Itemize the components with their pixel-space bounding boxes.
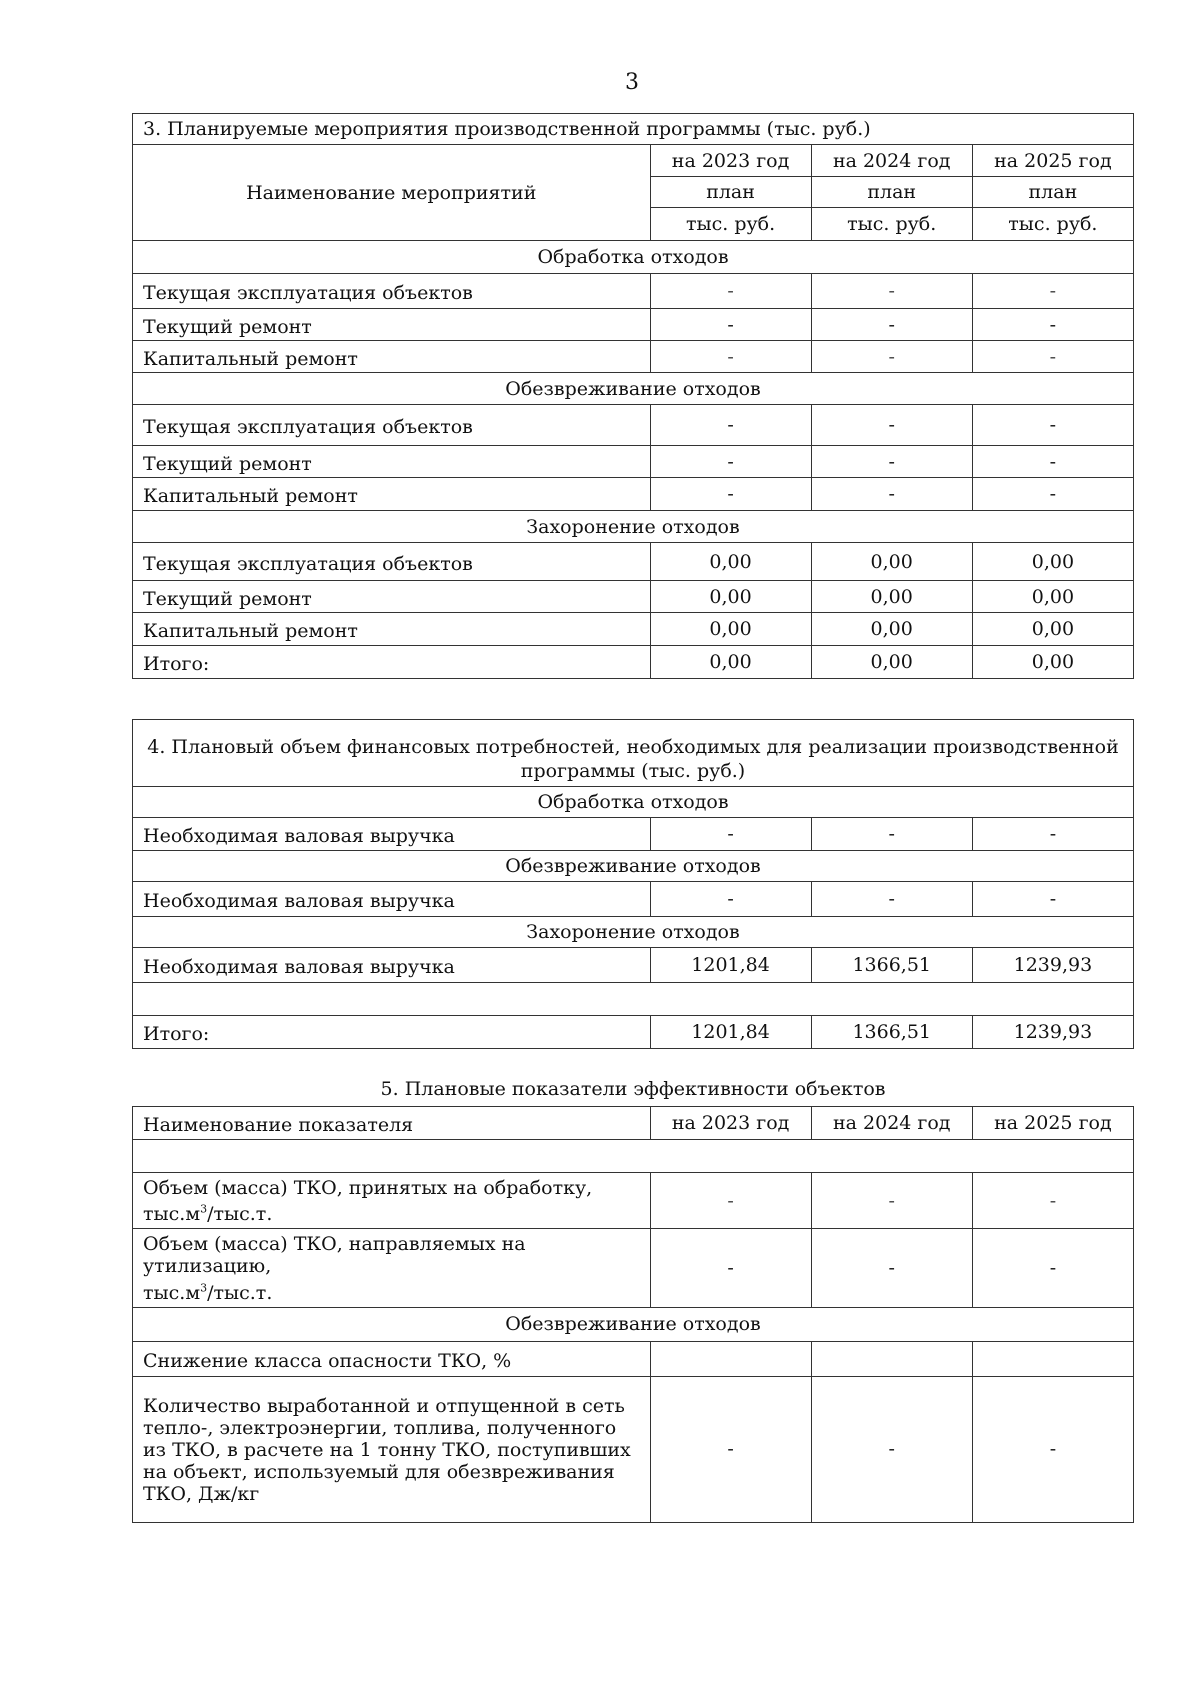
unit-header: тыс. руб. [811, 208, 972, 241]
row-name-text: Объем (масса) ТКО, направляемых на утилизацию, [143, 1233, 526, 1278]
total-value: 0,00 [811, 646, 972, 679]
cell-value: 0,00 [650, 613, 811, 646]
total-value: 0,00 [650, 646, 811, 679]
indicator-name-header: Наименование показателя [133, 1107, 651, 1140]
cell-value: - [972, 1229, 1133, 1307]
table-row [133, 1173, 1134, 1229]
cell-value: - [650, 478, 811, 511]
planned-activities-table [132, 113, 1134, 679]
row-unit: $тыс.м^3/тыс.т$. [143, 1281, 273, 1304]
row-name [133, 1173, 651, 1229]
cell-value: - [811, 1173, 972, 1229]
cell-value: - [650, 274, 811, 309]
plan-header: план [650, 177, 811, 208]
page-number: 3 [625, 70, 639, 95]
row-name: Текущий ремонт [133, 309, 651, 341]
table-row [133, 1376, 1134, 1522]
cell-value: - [650, 341, 811, 373]
cell-value: - [650, 1229, 811, 1307]
year-header: на 2024 год [811, 145, 972, 177]
plan-header: план [811, 177, 972, 208]
section5-title: 5. Плановые показатели эффективности объектов [380, 1078, 886, 1100]
total-label: Итого: [133, 646, 651, 679]
empty-row [133, 1140, 1134, 1173]
cell-value: 0,00 [811, 613, 972, 646]
row-name: Капитальный ремонт [133, 613, 651, 646]
table-row [133, 1229, 1134, 1307]
cell-value: - [972, 274, 1133, 309]
year-header: на 2025 год [972, 145, 1133, 177]
cell-value: 1239,93 [972, 948, 1133, 983]
cell-value: - [811, 446, 972, 478]
table-row [133, 405, 1134, 446]
row-name: Текущая эксплуатация объектов [133, 405, 651, 446]
group-title: Захоронение отходов [133, 511, 1134, 543]
cell-value: - [972, 446, 1133, 478]
table-row [133, 309, 1134, 341]
cell-value: - [811, 882, 972, 917]
row-name: Необходимая валовая выручка [133, 882, 651, 917]
row-name: Снижение класса опасности ТКО, % [133, 1341, 651, 1376]
table-row [133, 341, 1134, 373]
cell-value: 0,00 [650, 543, 811, 581]
cell-value: - [972, 309, 1133, 341]
cell-value: - [972, 1173, 1133, 1229]
table-row [133, 613, 1134, 646]
group-title: Обезвреживание отходов [133, 373, 1134, 405]
cell-value: - [972, 818, 1133, 851]
cell-value: - [972, 882, 1133, 917]
cell-value [972, 1341, 1133, 1376]
cell-value: - [811, 478, 972, 511]
total-value: 1239,93 [972, 1016, 1133, 1049]
year-header: на 2025 год [972, 1107, 1133, 1140]
cell-value: - [811, 818, 972, 851]
table-row [133, 543, 1134, 581]
group-title: Обработка отходов [133, 787, 1134, 818]
total-value: 0,00 [972, 646, 1133, 679]
row-name: Текущий ремонт [133, 446, 651, 478]
table-row [133, 446, 1134, 478]
efficiency-indicators-table [132, 1106, 1134, 1523]
cell-value: 1366,51 [811, 948, 972, 983]
unit-header: тыс. руб. [972, 208, 1133, 241]
cell-value: - [650, 1173, 811, 1229]
table-row [133, 1341, 1134, 1376]
activities-name-header: Наименование мероприятий [133, 145, 651, 241]
empty-row [133, 983, 1134, 1016]
year-header: на 2023 год [650, 1107, 811, 1140]
cell-value: - [811, 341, 972, 373]
row-name: Текущая эксплуатация объектов [133, 543, 651, 581]
cell-value: 0,00 [811, 581, 972, 613]
cell-value: 0,00 [972, 613, 1133, 646]
row-name: Текущая эксплуатация объектов [133, 274, 651, 309]
table-row [133, 581, 1134, 613]
row-name: Капитальный ремонт [133, 341, 651, 373]
row-name-text: Объем (масса) ТКО, принятых на обработку, [143, 1177, 593, 1199]
row-name: Необходимая валовая выручка [133, 948, 651, 983]
cell-value: - [972, 405, 1133, 446]
cell-value: - [811, 405, 972, 446]
cell-value: 0,00 [811, 543, 972, 581]
group-title: Обезвреживание отходов [133, 851, 1134, 882]
total-row [133, 646, 1134, 679]
cell-value: - [650, 309, 811, 341]
cell-value: 0,00 [972, 581, 1133, 613]
row-name: Капитальный ремонт [133, 478, 651, 511]
cell-value: - [972, 478, 1133, 511]
cell-value [811, 1341, 972, 1376]
table-row [133, 818, 1134, 851]
total-row [133, 1016, 1134, 1049]
total-value: 1201,84 [650, 1016, 811, 1049]
cell-value: - [650, 446, 811, 478]
row-name [133, 1229, 651, 1307]
cell-value: - [811, 309, 972, 341]
cell-value [650, 1341, 811, 1376]
table-row [133, 274, 1134, 309]
cell-value: - [650, 1376, 811, 1522]
table-row [133, 478, 1134, 511]
cell-value: 1201,84 [650, 948, 811, 983]
group-title: Обработка отходов [133, 241, 1134, 274]
cell-value: - [811, 1376, 972, 1522]
cell-value: - [972, 341, 1133, 373]
section3-title: 3. Планируемые мероприятия производственной программы (тыс. руб.) [133, 114, 1134, 145]
group-title: Обезвреживание отходов [133, 1307, 1134, 1341]
row-name: Текущий ремонт [133, 581, 651, 613]
cell-value: - [811, 1229, 972, 1307]
cell-value: - [972, 1376, 1133, 1522]
group-title: Захоронение отходов [133, 917, 1134, 948]
year-header: на 2023 год [650, 145, 811, 177]
year-header: на 2024 год [811, 1107, 972, 1140]
total-label: Итого: [133, 1016, 651, 1049]
table-row [133, 948, 1134, 983]
unit-header: тыс. руб. [650, 208, 811, 241]
cell-value: - [811, 274, 972, 309]
cell-value: - [650, 818, 811, 851]
total-value: 1366,51 [811, 1016, 972, 1049]
row-name: Необходимая валовая выручка [133, 818, 651, 851]
row-unit: $тыс.м^3/тыс.т$. [143, 1203, 273, 1226]
cell-value: 0,00 [650, 581, 811, 613]
plan-header: план [972, 177, 1133, 208]
financial-needs-table [132, 719, 1134, 1049]
cell-value: 0,00 [972, 543, 1133, 581]
cell-value: - [650, 405, 811, 446]
section4-title: 4. Плановый объем финансовых потребностей, необходимых для реализации производственной программы (тыс. руб.) [133, 720, 1134, 787]
cell-value: - [650, 882, 811, 917]
table-row [133, 882, 1134, 917]
row-name: Количество выработанной и отпущенной в сеть тепло-, электроэнергии, топлива, полученного из ТКО, в расчете на 1 тонну ТКО, поступивших на объект, используемый для обезвреживания ТКО, Дж/кг [133, 1376, 651, 1522]
